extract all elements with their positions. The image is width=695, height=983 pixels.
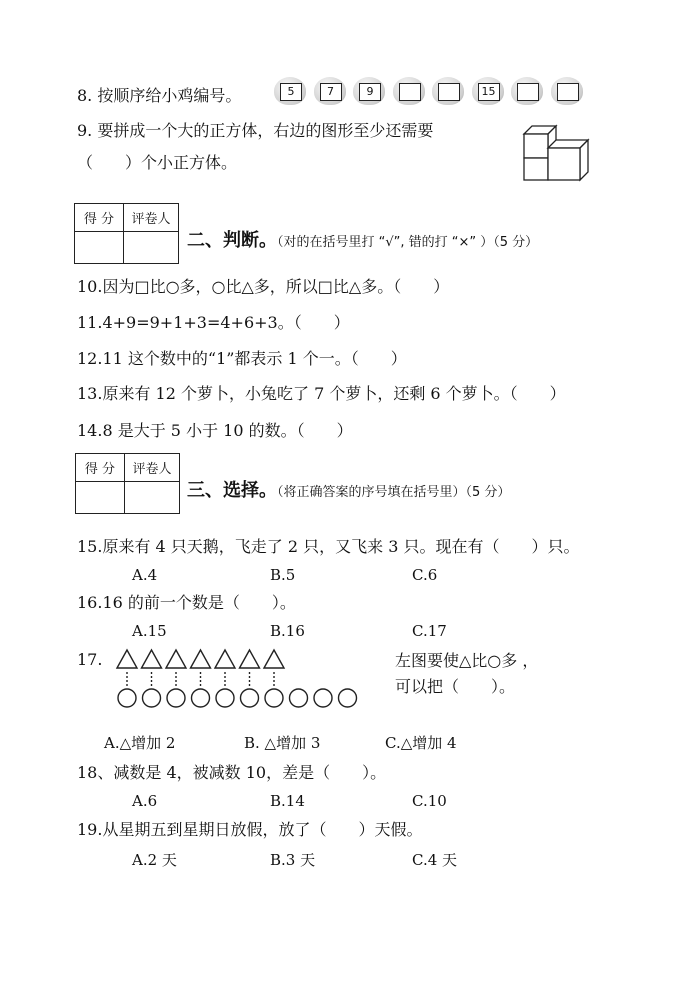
score-table-3 — [75, 453, 180, 514]
section2-heading — [187, 226, 538, 252]
q11: 11.4+9=9+1+3=4+6+3。（ ） — [77, 313, 350, 332]
q17-option-c[interactable]: C.△增加 4 — [385, 734, 457, 752]
triangle-circle-figure — [112, 646, 358, 712]
q19-option-a[interactable]: A.2 天 — [132, 851, 177, 869]
circle-shape — [143, 689, 161, 707]
q17-number: 17. — [77, 650, 103, 669]
score-header: 得 分 — [75, 204, 124, 232]
chick-icon — [509, 73, 545, 107]
circle-shape — [192, 689, 210, 707]
q16-option-c[interactable]: C.17 — [412, 622, 447, 640]
grader-cell[interactable] — [124, 232, 179, 264]
triangle-shape — [215, 650, 235, 668]
chick-icon — [549, 73, 585, 107]
q19-text: 19.从星期五到星期日放假，放了（ ）天假。 — [77, 820, 423, 839]
circle-shape — [265, 689, 283, 707]
triangle-shape — [117, 650, 137, 668]
q15-option-a[interactable]: A.4 — [132, 566, 158, 584]
section3-heading — [187, 476, 510, 502]
score-table-2 — [74, 203, 179, 264]
score-header: 得 分 — [76, 454, 125, 482]
q16-option-a[interactable]: A.15 — [132, 622, 167, 640]
q10: 10.因为□比○多，○比△多，所以□比△多。（ ） — [77, 277, 450, 296]
circle-shape — [241, 689, 259, 707]
section2-title: 二、判断。 — [187, 230, 277, 251]
chick-icon — [312, 73, 348, 107]
chick-number-blank[interactable] — [438, 83, 460, 101]
triangle-shape — [166, 650, 186, 668]
triangle-shape — [240, 650, 260, 668]
section3-title: 三、选择。 — [187, 480, 277, 501]
section2-note: （对的在括号里打 “√”, 错的打 “×” ）（5 分） — [277, 235, 539, 250]
q17-line1: 左图要使△比○多 ， — [395, 651, 539, 670]
q18-text: 18、减数是 4，被减数 10，差是（ ）。 — [77, 763, 387, 782]
chick-number-blank[interactable] — [399, 83, 421, 101]
circle-shape — [339, 689, 357, 707]
grader-cell[interactable] — [125, 482, 180, 514]
q19-option-c[interactable]: C.4 天 — [412, 851, 458, 869]
chick-icon — [272, 73, 308, 107]
chick-number: 7 — [320, 83, 342, 101]
circle-shape — [290, 689, 308, 707]
q18-option-a[interactable]: A.6 — [132, 792, 158, 810]
chick-icon — [351, 73, 387, 107]
chick-icon — [430, 73, 466, 107]
q9-line2: （ ）个小正方体。 — [77, 153, 238, 172]
q15-option-c[interactable]: C.6 — [412, 566, 438, 584]
q18-option-b[interactable]: B.14 — [270, 792, 305, 810]
q17-line2: 可以把（ ）。 — [395, 677, 516, 696]
triangle-shape — [142, 650, 162, 668]
q9-line1: 9. 要拼成一个大的正方体，右边的图形至少还需要 — [77, 121, 434, 140]
q13: 13.原来有 12 个萝卜，小兔吃了 7 个萝卜，还剩 6 个萝卜。（ ） — [77, 384, 566, 403]
triangle-shape — [191, 650, 211, 668]
q8-text: 8. 按顺序给小鸡编号。 — [77, 86, 242, 105]
q16-text: 16.16 的前一个数是（ ）。 — [77, 593, 296, 612]
triangle-shape — [264, 650, 284, 668]
section3-note: （将正确答案的序号填在括号里）（5 分） — [277, 485, 511, 500]
cube-stack-figure — [520, 118, 592, 184]
q19-option-b[interactable]: B.3 天 — [270, 851, 316, 869]
grader-header: 评卷人 — [124, 204, 179, 232]
circle-shape — [314, 689, 332, 707]
chick-row — [272, 73, 592, 109]
score-cell[interactable] — [76, 482, 125, 514]
chick-icon — [391, 73, 427, 107]
q15-text: 15.原来有 4 只天鹅，飞走了 2 只，又飞来 3 只。现在有（ ）只。 — [77, 537, 580, 556]
q17-option-b[interactable]: B. △增加 3 — [244, 734, 321, 752]
chick-icon — [470, 73, 506, 107]
grader-header: 评卷人 — [125, 454, 180, 482]
q14: 14.8 是大于 5 小于 10 的数。（ ） — [77, 421, 353, 440]
circle-shape — [167, 689, 185, 707]
chick-number: 5 — [280, 83, 302, 101]
score-cell[interactable] — [75, 232, 124, 264]
circle-shape — [118, 689, 136, 707]
circle-shape — [216, 689, 234, 707]
q12: 12.11 这个数中的“1”都表示 1 个一。（ ） — [77, 349, 407, 368]
chick-number-blank[interactable] — [557, 83, 579, 101]
q17-option-a[interactable]: A.△增加 2 — [104, 734, 176, 752]
q18-option-c[interactable]: C.10 — [412, 792, 447, 810]
q16-option-b[interactable]: B.16 — [270, 622, 305, 640]
chick-number-blank[interactable] — [517, 83, 539, 101]
chick-number: 15 — [478, 83, 500, 101]
q15-option-b[interactable]: B.5 — [270, 566, 296, 584]
chick-number: 9 — [359, 83, 381, 101]
